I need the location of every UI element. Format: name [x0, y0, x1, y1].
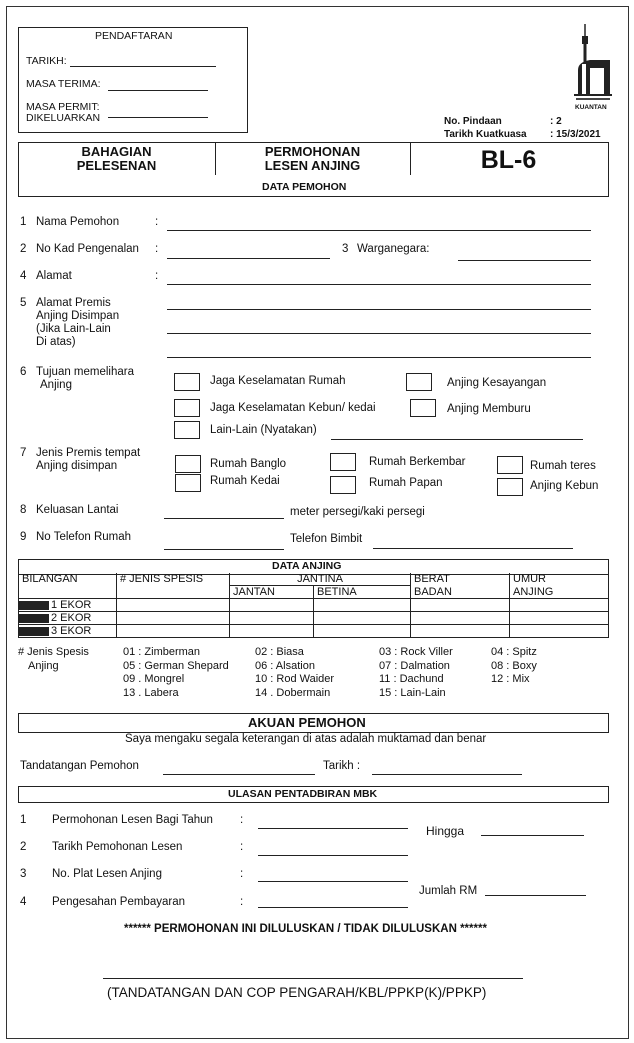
- species-cell[interactable]: [117, 625, 230, 638]
- admin-title: ULASAN PENTADBIRAN MBK: [228, 788, 378, 800]
- checkbox-semi-detached[interactable]: [330, 453, 356, 471]
- admin-item-1-colon: :: [240, 814, 244, 826]
- admin-item-4-label: Pengesahan Pembayaran: [52, 896, 185, 908]
- field-5-label-3: (Jika Lain-Lain: [36, 323, 111, 335]
- checkbox-pet-dog[interactable]: [406, 373, 432, 391]
- mobile-phone-label: Telefon Bimbit: [290, 533, 363, 545]
- field-2-number: 2: [20, 243, 27, 255]
- field-4-number: 4: [20, 270, 27, 282]
- species-item: 07 : Dalmation: [379, 659, 450, 672]
- until-label: Hingga: [426, 824, 465, 838]
- field-2-colon: :: [155, 243, 159, 255]
- floor-area-unit: meter persegi/kaki persegi: [290, 506, 425, 518]
- field-1-colon: :: [155, 216, 159, 228]
- date-received-line[interactable]: [70, 66, 216, 67]
- license-year-line[interactable]: [258, 828, 408, 829]
- species-cell[interactable]: [117, 612, 230, 625]
- checkbox-other-purpose[interactable]: [174, 421, 200, 439]
- row-count-cell: [19, 625, 117, 638]
- admin-item-1-label: Permohonan Lesen Bagi Tahun: [52, 814, 213, 826]
- field-5-label-2: Anjing Disimpan: [36, 310, 120, 322]
- species-item: 13 . Labera: [123, 686, 179, 699]
- permit-time-label: MASA PERMIT:: [26, 101, 100, 113]
- checkbox-farm-security[interactable]: [174, 399, 200, 417]
- field-6-label-1: Tujuan memelihara: [36, 366, 135, 378]
- species-item: 10 : Rod Waider: [255, 673, 335, 685]
- declaration-text: Saya mengaku segala keterangan di atas adalah muktamad dan benar: [125, 733, 487, 745]
- header-male: JANTAN: [230, 586, 314, 599]
- payment-verification-line[interactable]: [258, 907, 408, 908]
- row-count-label: 3 EKOR: [51, 625, 92, 637]
- age-cell[interactable]: [510, 612, 609, 625]
- ic-number-line[interactable]: [167, 258, 330, 259]
- department-name: BAHAGIAN PELESENAN: [76, 143, 157, 173]
- table-row: [19, 612, 609, 625]
- field-6-label-2: Anjing: [40, 379, 72, 391]
- premise-address-line-3[interactable]: [167, 357, 591, 358]
- home-phone-line[interactable]: [164, 549, 284, 550]
- admin-item-2-number: 2: [20, 841, 27, 853]
- approval-decision: ****** PERMOHONAN INI DILULUSKAN / TIDAK DILULUSKAN ******: [124, 923, 487, 935]
- option-semi-detached: Rumah Berkembar: [369, 456, 466, 468]
- applicant-name-line[interactable]: [167, 230, 591, 231]
- mobile-phone-line[interactable]: [373, 548, 573, 549]
- field-3-number: 3: [342, 243, 349, 255]
- species-item: 12 : Mix: [491, 673, 530, 685]
- species-col-3: [379, 646, 453, 700]
- age-cell[interactable]: [510, 625, 609, 638]
- filled-marker: [19, 614, 49, 623]
- form-code: BL-6: [480, 146, 537, 174]
- table-row: [19, 599, 609, 612]
- species-item: 02 : Biasa: [255, 646, 304, 658]
- field-9-label: No Telefon Rumah: [36, 531, 132, 543]
- header-weight-1: BERAT: [411, 573, 510, 586]
- row-count-cell: [19, 599, 117, 612]
- citizenship-line[interactable]: [458, 260, 591, 261]
- declaration-date-line[interactable]: [372, 774, 522, 775]
- species-label-1: # Jenis Spesis: [18, 646, 89, 658]
- floor-area-line[interactable]: [164, 518, 284, 519]
- male-cell[interactable]: [230, 625, 314, 638]
- option-house-security: Jaga Keselamatan Rumah: [210, 375, 346, 387]
- form-title: PERMOHONAN LESEN ANJING: [264, 143, 361, 173]
- admin-item-4-number: 4: [20, 896, 27, 908]
- female-cell[interactable]: [314, 625, 411, 638]
- filled-marker: [19, 601, 49, 610]
- option-pet-dog: Anjing Kesayangan: [447, 377, 547, 389]
- checkbox-shop-house[interactable]: [175, 474, 201, 492]
- declaration-title: AKUAN PEMOHON: [248, 715, 366, 730]
- admin-item-4-colon: :: [240, 896, 244, 908]
- admin-item-3-label: No. Plat Lesen Anjing: [52, 868, 162, 880]
- header-bilangan: BILANGAN: [19, 573, 117, 599]
- premise-address-line-1[interactable]: [167, 309, 591, 310]
- header-gender: JANTINA: [230, 573, 411, 586]
- registration-title: PENDAFTARAN: [95, 30, 173, 42]
- female-cell[interactable]: [314, 612, 411, 625]
- application-date-line[interactable]: [258, 855, 408, 856]
- header-age-2: ANJING: [510, 586, 609, 599]
- header-species: # JENIS SPESIS: [117, 573, 230, 599]
- row-count-label: 1 EKOR: [51, 599, 92, 611]
- species-item: 09 . Mongrel: [123, 673, 185, 685]
- issued-label: DIKELUARKAN: [26, 112, 101, 124]
- field-5-label-4: Di atas): [36, 336, 76, 348]
- filled-marker: [19, 627, 49, 636]
- female-cell[interactable]: [314, 599, 411, 612]
- admin-item-3-colon: :: [240, 868, 244, 880]
- applicant-section-title: DATA PEMOHON: [262, 181, 347, 193]
- checkbox-bungalow[interactable]: [175, 455, 201, 473]
- issued-line[interactable]: [108, 117, 208, 118]
- dog-data-title: DATA ANJING: [272, 560, 342, 572]
- species-item: 08 : Boxy: [491, 659, 537, 672]
- field-5-label-1: Alamat Premis: [36, 297, 111, 309]
- species-item: 03 : Rock Viller: [379, 646, 453, 658]
- option-other-purpose: Lain-Lain (Nyatakan): [210, 424, 317, 436]
- checkbox-farm-dog[interactable]: [497, 478, 523, 496]
- species-col-4: [491, 646, 537, 687]
- option-shop-house: Rumah Kedai: [210, 475, 280, 487]
- director-signature-caption: (TANDATANGAN DAN COP PENGARAH/KBL/PPKP(K)/PPKP): [107, 985, 487, 1000]
- table-row: [19, 625, 609, 638]
- applicant-signature-label: Tandatangan Pemohon: [20, 760, 139, 772]
- option-farm-security: Jaga Keselamatan Kebun/ kedai: [210, 402, 376, 414]
- plate-number-line[interactable]: [258, 881, 408, 882]
- header-weight-2: BADAN: [411, 586, 510, 599]
- director-signature-line[interactable]: [103, 978, 523, 979]
- declaration-date-label: Tarikh :: [323, 760, 361, 772]
- department-cell: [18, 142, 216, 175]
- admin-item-3-number: 3: [20, 868, 27, 880]
- other-purpose-line[interactable]: [331, 439, 583, 440]
- field-2-label: No Kad Pengenalan: [36, 243, 139, 255]
- header-age-1: UMUR: [510, 573, 609, 586]
- field-9-number: 9: [20, 531, 27, 543]
- admin-item-2-colon: :: [240, 841, 244, 853]
- form-title-cell: [215, 142, 411, 175]
- checkbox-house-security[interactable]: [174, 373, 200, 391]
- male-cell[interactable]: [230, 599, 314, 612]
- male-cell[interactable]: [230, 612, 314, 625]
- species-item: 06 : Alsation: [255, 659, 315, 672]
- species-legend-label: [18, 646, 89, 673]
- effective-date-label: Tarikh Kuatkuasa: [444, 129, 527, 140]
- field-8-label: Keluasan Lantai: [36, 504, 119, 516]
- field-4-label: Alamat: [36, 270, 72, 282]
- checkbox-terrace[interactable]: [497, 456, 523, 474]
- species-item: 04 : Spitz: [491, 646, 537, 658]
- field-7-label-1: Jenis Premis tempat: [36, 447, 141, 459]
- dog-data-table: [18, 573, 609, 638]
- until-line[interactable]: [481, 835, 584, 836]
- admin-item-2-label: Tarikh Pemohonan Lesen: [52, 841, 183, 853]
- field-1-label: Nama Pemohon: [36, 216, 120, 228]
- effective-date-value: : 15/3/2021: [550, 129, 601, 140]
- species-item: 14 . Dobermain: [255, 686, 331, 699]
- logo-text: KUANTAN: [575, 104, 607, 111]
- species-item: 01 : Zimberman: [123, 646, 201, 658]
- weight-cell[interactable]: [411, 625, 510, 638]
- species-col-2: [255, 646, 334, 700]
- field-7-label-2: Anjing disimpan: [36, 460, 118, 472]
- weight-cell[interactable]: [411, 612, 510, 625]
- premise-address-line-2[interactable]: [167, 333, 591, 334]
- field-3-label: Warganegara:: [357, 243, 430, 255]
- admin-item-1-number: 1: [20, 814, 27, 826]
- species-label-2: Anjing: [28, 659, 59, 672]
- time-received-label: MASA TERIMA:: [26, 78, 101, 90]
- option-bungalow: Rumah Banglo: [210, 458, 287, 470]
- field-6-number: 6: [20, 366, 27, 378]
- option-terrace: Rumah teres: [530, 460, 596, 472]
- species-col-1: [123, 646, 229, 700]
- checkbox-wooden-house[interactable]: [330, 476, 356, 494]
- address-line-1[interactable]: [167, 284, 591, 285]
- checkbox-hunting-dog[interactable]: [410, 399, 436, 417]
- amendment-no-label: No. Pindaan: [444, 116, 502, 127]
- age-cell[interactable]: [510, 599, 609, 612]
- field-7-number: 7: [20, 447, 27, 459]
- amount-line[interactable]: [485, 895, 586, 896]
- amendment-no-value: : 2: [550, 116, 562, 127]
- row-count-cell: [19, 612, 117, 625]
- option-hunting-dog: Anjing Memburu: [447, 403, 531, 415]
- header-female: BETINA: [314, 586, 411, 599]
- field-5-number: 5: [20, 297, 27, 309]
- species-item: 15 : Lain-Lain: [379, 686, 446, 699]
- date-received-label: TARIKH:: [26, 55, 67, 67]
- row-count-label: 2 EKOR: [51, 612, 92, 624]
- time-received-line[interactable]: [108, 90, 208, 91]
- option-farm-dog: Anjing Kebun: [530, 480, 599, 492]
- option-wooden-house: Rumah Papan: [369, 477, 443, 489]
- weight-cell[interactable]: [411, 599, 510, 612]
- amount-label: Jumlah RM: [419, 885, 478, 897]
- applicant-signature-line[interactable]: [163, 774, 315, 775]
- species-item: 11 : Dachund: [379, 673, 444, 685]
- field-8-number: 8: [20, 504, 27, 516]
- field-4-colon: :: [155, 270, 159, 282]
- species-cell[interactable]: [117, 599, 230, 612]
- field-1-number: 1: [20, 216, 27, 228]
- species-item: 05 : German Shepard: [123, 659, 229, 672]
